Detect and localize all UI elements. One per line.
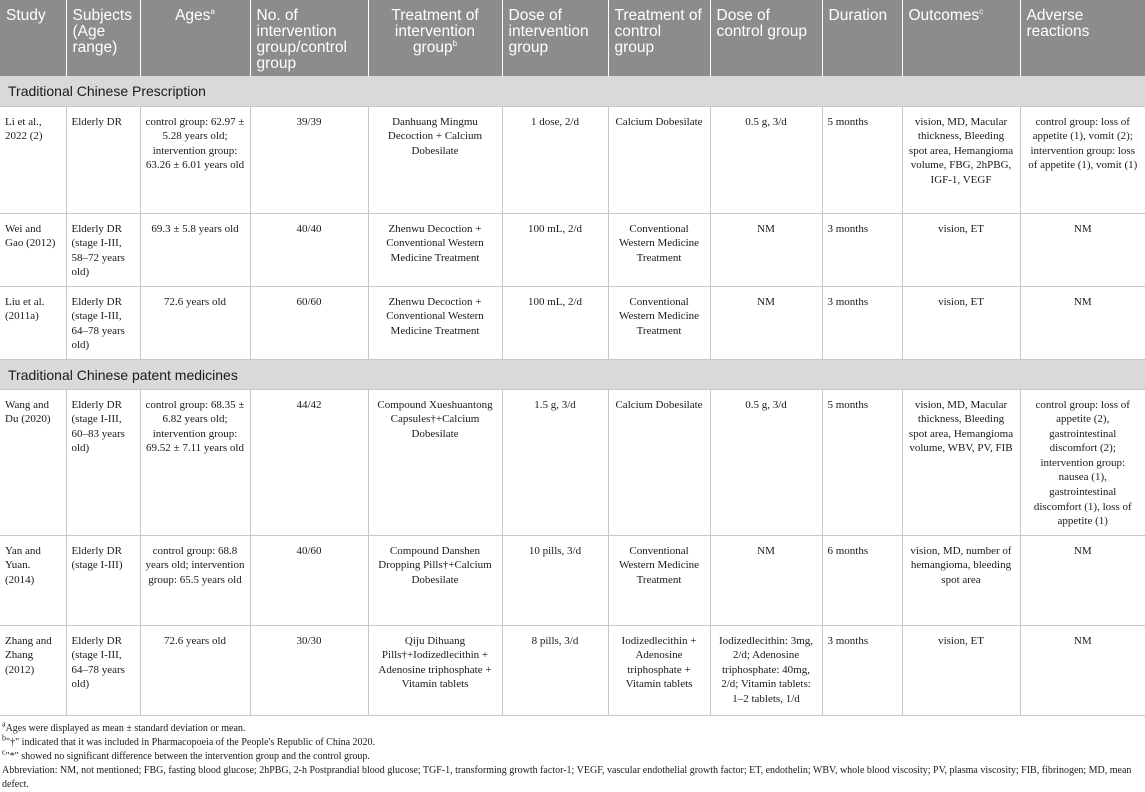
treatment-control-cell: Conventional Western Medicine Treatment <box>608 286 710 359</box>
study-cell: Yan and Yuan. (2014) <box>0 535 66 625</box>
treatment-intervention-cell: Compound Danshen Dropping Pills†+Calcium Dobesilate <box>368 535 502 625</box>
group-count-cell: 44/42 <box>250 389 368 535</box>
header-study: Study <box>0 0 66 76</box>
header-subjects: Subjects (Age range) <box>66 0 140 76</box>
dose-intervention-cell: 10 pills, 3/d <box>502 535 608 625</box>
dose-control-cell: Iodizedlecithin: 3mg, 2/d; Adenosine triphosphate: 40mg, 2/d; Vitamin tablets: 1–2 tablets, 1/d <box>710 625 822 715</box>
subjects-cell: Elderly DR (stage I-III, 60–83 years old) <box>66 389 140 535</box>
group-count-cell: 60/60 <box>250 286 368 359</box>
header-treatment-intervention: Treatment of intervention group$^b$ <box>368 0 502 76</box>
subjects-cell: Elderly DR <box>66 106 140 213</box>
dose-control-cell: NM <box>710 535 822 625</box>
dose-intervention-cell: 8 pills, 3/d <box>502 625 608 715</box>
header-dose-intervention: Dose of intervention group <box>502 0 608 76</box>
treatment-control-cell: Iodizedlecithin + Adenosine triphosphate + Vitamin tablets <box>608 625 710 715</box>
dose-control-cell: NM <box>710 286 822 359</box>
study-cell: Li et al., 2022 (2) <box>0 106 66 213</box>
study-cell: Liu et al. (2011a) <box>0 286 66 359</box>
header-outcomes: Outcomes$^c$ <box>902 0 1020 76</box>
header-group-counts: No. of intervention group/control group <box>250 0 368 76</box>
table-row <box>0 106 1145 213</box>
section-row <box>0 76 1145 106</box>
adverse-reactions-cell: NM <box>1020 213 1145 286</box>
treatment-control-cell: Conventional Western Medicine Treatment <box>608 535 710 625</box>
adverse-reactions-cell: NM <box>1020 535 1145 625</box>
footnote: $^c$"*" showed no significant difference between the intervention group and the control group. <box>2 747 370 762</box>
footnote: $^a$Ages were displayed as mean ± standard deviation or mean. <box>2 719 246 734</box>
outcomes-cell: vision, ET <box>902 625 1020 715</box>
subjects-cell: Elderly DR (stage I-III, 64–78 years old) <box>66 286 140 359</box>
section-row <box>0 359 1145 389</box>
group-count-cell: 40/40 <box>250 213 368 286</box>
duration-cell: 6 months <box>822 535 902 625</box>
ages-cell: 72.6 years old <box>140 625 250 715</box>
outcomes-cell: vision, ET <box>902 213 1020 286</box>
ages-cell: control group: 68.35 ± 6.82 years old; intervention group: 69.52 ± 7.11 years old <box>140 389 250 535</box>
subjects-cell: Elderly DR (stage I-III) <box>66 535 140 625</box>
adverse-reactions-cell: control group: loss of appetite (2), gastrointestinal discomfort (2); intervention group: nausea (1), gastrointestinal discomfort (1), loss of appetite (1) <box>1020 389 1145 535</box>
abbreviations: Abbreviation: NM, not mentioned; FBG, fasting blood glucose; 2hPBG, 2-h Postprandial blood glucose; TGF-1, transforming growth factor-1; VEGF, vascular endothelial growth factor; ET, endothelin; WBV, whole blood viscosity; PV, plasma viscosity; FIB, fibrinogen; MD, mean defect. <box>2 764 1132 790</box>
treatment-control-cell: Calcium Dobesilate <box>608 106 710 213</box>
section-title: Traditional Chinese patent medicines <box>0 359 1145 389</box>
table-row <box>0 535 1145 625</box>
study-cell: Zhang and Zhang (2012) <box>0 625 66 715</box>
dose-intervention-cell: 1 dose, 2/d <box>502 106 608 213</box>
dose-control-cell: 0.5 g, 3/d <box>710 106 822 213</box>
section-title: Traditional Chinese Prescription <box>0 76 1145 106</box>
outcomes-cell: vision, MD, Macular thickness, Bleeding spot area, Hemangioma volume, WBV, PV, FIB <box>902 389 1020 535</box>
study-cell: Wei and Gao (2012) <box>0 213 66 286</box>
adverse-reactions-cell: NM <box>1020 625 1145 715</box>
table-footnotes <box>0 716 1145 792</box>
header-row <box>0 0 1145 76</box>
adverse-reactions-cell: control group: loss of appetite (1), vomit (2); intervention group: loss of appetite (1), vomit (1) <box>1020 106 1145 213</box>
treatment-intervention-cell: Danhuang Mingmu Decoction + Calcium Dobesilate <box>368 106 502 213</box>
treatment-intervention-cell: Qiju Dihuang Pills†+Iodizedlecithin + Adenosine triphosphate + Vitamin tablets <box>368 625 502 715</box>
outcomes-cell: vision, MD, number of hemangioma, bleeding spot area <box>902 535 1020 625</box>
header-treatment-control: Treatment of control group <box>608 0 710 76</box>
table-row <box>0 625 1145 715</box>
study-cell: Wang and Du (2020) <box>0 389 66 535</box>
ages-cell: 69.3 ± 5.8 years old <box>140 213 250 286</box>
header-ages: Ages$^a$ <box>140 0 250 76</box>
footnote: $^b$"†" indicated that it was included in Pharmacopoeia of the People's Republic of China 2020. <box>2 733 376 748</box>
group-count-cell: 39/39 <box>250 106 368 213</box>
header-adverse-reactions: Adverse reactions <box>1020 0 1145 76</box>
table-row <box>0 213 1145 286</box>
duration-cell: 5 months <box>822 389 902 535</box>
ages-cell: 72.6 years old <box>140 286 250 359</box>
treatment-intervention-cell: Zhenwu Decoction + Conventional Western Medicine Treatment <box>368 213 502 286</box>
dose-intervention-cell: 1.5 g, 3/d <box>502 389 608 535</box>
subjects-cell: Elderly DR (stage I-III, 58–72 years old) <box>66 213 140 286</box>
duration-cell: 3 months <box>822 213 902 286</box>
treatment-intervention-cell: Compound Xueshuantong Capsules†+Calcium Dobesilate <box>368 389 502 535</box>
duration-cell: 3 months <box>822 625 902 715</box>
subjects-cell: Elderly DR (stage I-III, 64–78 years old) <box>66 625 140 715</box>
group-count-cell: 40/60 <box>250 535 368 625</box>
header-dose-control: Dose of control group <box>710 0 822 76</box>
dose-control-cell: 0.5 g, 3/d <box>710 389 822 535</box>
dose-intervention-cell: 100 mL, 2/d <box>502 213 608 286</box>
adverse-reactions-cell: NM <box>1020 286 1145 359</box>
treatment-control-cell: Calcium Dobesilate <box>608 389 710 535</box>
treatment-control-cell: Conventional Western Medicine Treatment <box>608 213 710 286</box>
treatment-intervention-cell: Zhenwu Decoction + Conventional Western Medicine Treatment <box>368 286 502 359</box>
dose-intervention-cell: 100 mL, 2/d <box>502 286 608 359</box>
outcomes-cell: vision, ET <box>902 286 1020 359</box>
group-count-cell: 30/30 <box>250 625 368 715</box>
table-row <box>0 389 1145 535</box>
duration-cell: 3 months <box>822 286 902 359</box>
ages-cell: control group: 68.8 years old; intervention group: 65.5 years old <box>140 535 250 625</box>
duration-cell: 5 months <box>822 106 902 213</box>
outcomes-cell: vision, MD, Macular thickness, Bleeding spot area, Hemangioma volume, FBG, 2hPBG, IGF-1, VEGF <box>902 106 1020 213</box>
header-duration: Duration <box>822 0 902 76</box>
ages-cell: control group: 62.97 ± 5.28 years old; intervention group: 63.26 ± 6.01 years old <box>140 106 250 213</box>
table-row <box>0 286 1145 359</box>
dose-control-cell: NM <box>710 213 822 286</box>
